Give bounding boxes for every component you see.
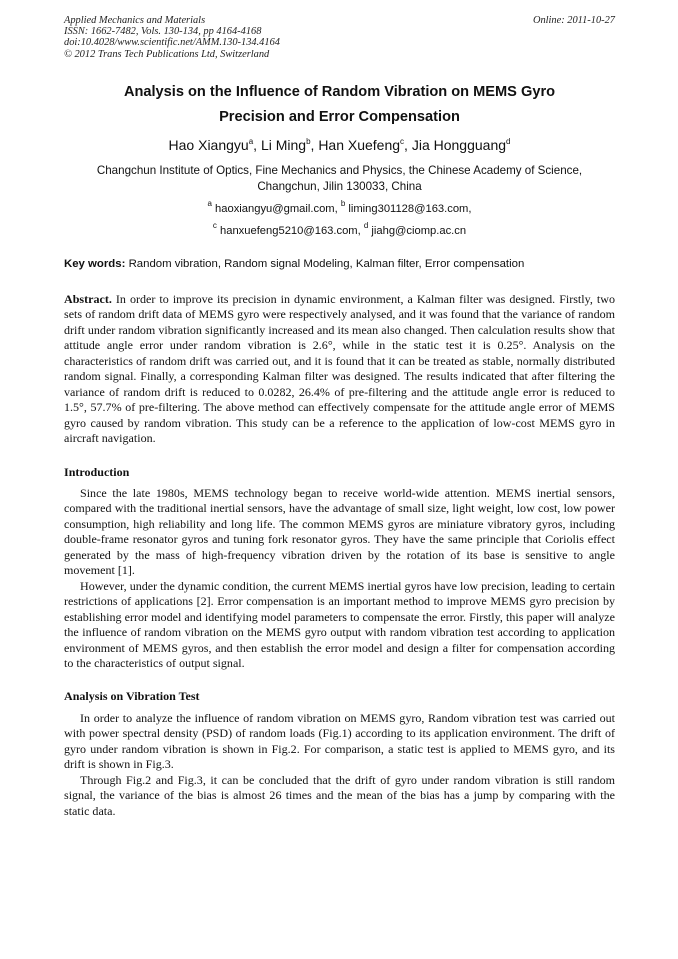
- title-line-2: Precision and Error Compensation: [219, 109, 460, 125]
- section-heading-vibration: Analysis on Vibration Test: [64, 689, 200, 704]
- abstract-label: Abstract.: [64, 292, 112, 306]
- vibration-paragraph-1: In order to analyze the influence of random vibration on MEMS gyro, Random vibration test was carried out with power spectral density (PSD) of random loads (Fig.1) according to its application environment. The drift of gyro under random vibration is shown in Fig.2. For comparison, a static test is applied to MEMS gyro, and its drift is shown in Fig.3.: [64, 710, 615, 772]
- copyright-line: © 2012 Trans Tech Publications Ltd, Switzerland: [64, 48, 270, 60]
- journal-name: Applied Mechanics and Materials: [64, 15, 206, 26]
- email-address: liming301128@163.com,: [348, 203, 472, 215]
- author-sup: a: [248, 137, 254, 146]
- email-address: haoxiangyu@gmail.com,: [215, 203, 338, 215]
- keywords-text: Random vibration, Random signal Modeling, Kalman filter, Error compensation: [128, 258, 525, 270]
- affiliation-line-1: Changchun Institute of Optics, Fine Mechanics and Physics, the Chinese Academy of Science,: [96, 164, 583, 177]
- email-sup: c: [212, 221, 217, 230]
- author-sup: d: [506, 137, 511, 146]
- abstract-text: In order to improve its precision in dynamic environment, a Kalman filter was designed. Firstly, two sets of random drift data of MEMS gyro were respectively analysed, and it was found that the variance of random drift under random vibration significantly increased and its mean also changed. Then calculation results show that attitude angle error under random vibration is 2.6°, while in the static test it is 0.25°. Analysis on the characteristics of random drift was carried out, and it is found that it can be treated as stable, normally distributed random signal. Finally, a corresponding Kalman filter was designed. The results indicated that after filtering the variance of random drift is reduced to 0.0282, 26.4% of pre-filtering and the attitude angle error is reduced to 1.5°, 57.7% of pre-filtering. The above method can effectively compensate for the attitude angle error of MEMS gyro caused by random vibration. This study can be a reference to the application of low-cost MEMS gyro in aircraft navigation.: [64, 292, 615, 446]
- paper-body: [64, 292, 615, 819]
- author-sup: c: [400, 137, 405, 146]
- issn-line: ISSN: 1662-7482, Vols. 130-134, pp 4164-4168: [64, 26, 262, 38]
- author-name: Han Xuefeng: [318, 137, 401, 153]
- email-sup: d: [363, 221, 369, 230]
- affiliation-line-2: Changchun, Jilin 130033, China: [257, 179, 422, 193]
- email-address: jiahg@ciomp.ac.cn: [371, 225, 467, 237]
- author-name: Li Ming: [260, 137, 307, 153]
- email-line-1: [64, 198, 615, 220]
- email-sup: a: [207, 199, 212, 208]
- paper-title: [64, 80, 615, 130]
- author-sup: b: [306, 137, 311, 146]
- author-list: Hao Xiangyu$^a$, Li Ming$^b$, Han Xuefeng$^c$, Jia Hongguang$^d$: [168, 137, 511, 153]
- keywords: [64, 256, 615, 272]
- author-name: Jia Hongguang: [411, 137, 507, 153]
- abstract: [64, 292, 615, 447]
- affiliation: [64, 163, 615, 194]
- email-address: hanxuefeng5210@163.com,: [220, 225, 361, 237]
- email-line-2: [64, 220, 615, 242]
- online-date: Online: 2011-10-27: [532, 15, 615, 26]
- journal-header: [64, 15, 615, 60]
- doi-line: doi:10.4028/www.scientific.net/AMM.130-134.4164: [64, 37, 280, 49]
- vibration-paragraph-2: Through Fig.2 and Fig.3, it can be concluded that the drift of gyro under random vibration is still random signal, the variance of the bias is almost 26 times and the mean of the bias has a jump by comparing with the static data.: [64, 772, 615, 818]
- email-sup: b: [340, 199, 346, 208]
- author-name: Hao Xiangyu: [168, 137, 249, 153]
- intro-paragraph-2: However, under the dynamic condition, the current MEMS inertial gyros have low precision, leading to certain restrictions of applications [2]. Error compensation is an important method to improve MEMS gyro precision by establishing error model and identifying model parameters to compensate the error. Firstly, this paper will analyze the influence of random vibration on the MEMS gyro output with random vibration test according to application environment of MEMS gyros, and then establish the error model and design a filter for compensation according to the characteristics of output signal.: [64, 578, 615, 670]
- email-list: [64, 198, 615, 242]
- intro-paragraph-1: Since the late 1980s, MEMS technology began to receive world-wide attention. MEMS inertial sensors, compared with the traditional inertial sensors, have the advantage of small size, light weight, low cost, low power consumption, high reliability and long life. The common MEMS gyros are miniature vibratory gyros, including double-frame resonator gyros and tuning fork resonator gyros. They have the same principle that Coriolis effect generated by the mass of high-frequency vibration driven by the rotation of its base is sensitive to angle movement [1].: [64, 485, 615, 578]
- section-heading-introduction: Introduction: [64, 464, 130, 479]
- title-line-1: Analysis on the Influence of Random Vibration on MEMS Gyro: [123, 84, 556, 100]
- keywords-label: Key words:: [64, 258, 126, 270]
